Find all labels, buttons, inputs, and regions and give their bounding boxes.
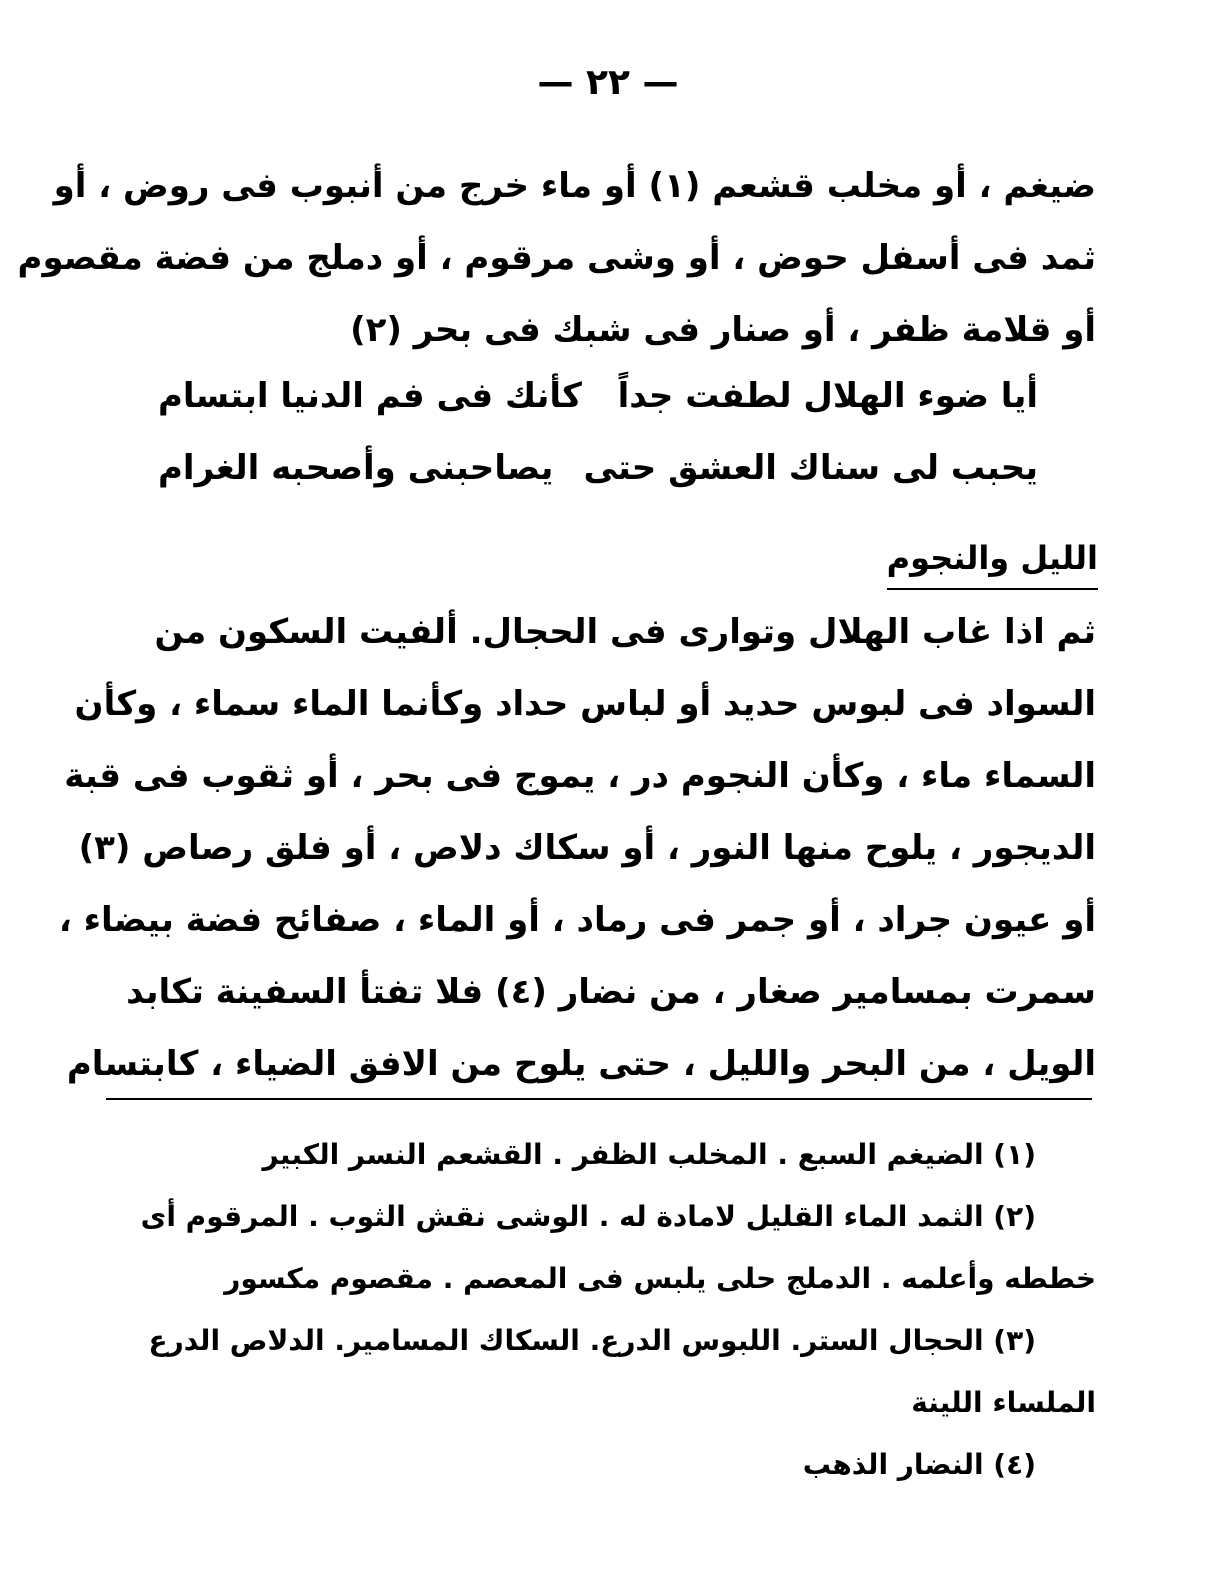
footnote-line: (٤) النضار الذهب <box>802 1448 1036 1481</box>
paragraph-2 <box>58 596 1096 1100</box>
poem-verses <box>158 360 1038 504</box>
footnote-line: الملساء اللينة <box>911 1386 1096 1419</box>
text-line: السواد فى لبوس حديد أو لباس حداد وكأنما الماء سماء ، وكأن <box>74 684 1096 724</box>
text-line: ثم اذا غاب الهلال وتوارى فى الحجال. ألفيت السكون من <box>154 612 1096 652</box>
footnote-line: (١) الضيغم السبع . المخلب الظفر . القشعم النسر الكبير <box>262 1138 1036 1171</box>
text-line: الديجور ، يلوح منها النور ، أو سكاك دلاص ، أو فلق رصاص (٣) <box>78 828 1096 868</box>
paragraph-1 <box>17 150 1096 366</box>
text-line: أو قلامة ظفر ، أو صنار فى شبك فى بحر (٢) <box>350 310 1096 350</box>
footnote-line: خططه وأعلمه . الدملج حلى يلبس فى المعصم . مقصوم مكسور <box>224 1262 1096 1295</box>
text-line: الويل ، من البحر والليل ، حتى يلوح من الافق الضياء ، كابتسام <box>66 1044 1096 1084</box>
text-line: سمرت بمسامير صغار ، من نضار (٤) فلا تفتأ السفينة تكابد <box>126 972 1096 1012</box>
footnote-line: (٣) الحجال الستر. اللبوس الدرع. السكاك المسامير. الدلاص الدرع <box>148 1324 1036 1357</box>
verse-hemistich-left: يصاحبنى وأصحبه الغرام <box>158 448 554 488</box>
section-title: الليل والنجوم <box>887 530 1098 590</box>
text-line: ثمد فى أسفل حوض ، أو وشى مرقوم ، أو دملج من فضة مقصوم <box>17 238 1096 278</box>
verse-hemistich-right: يحبب لى سناك العشق حتى <box>583 448 1038 488</box>
verse-hemistich-left: كأنك فى فم الدنيا ابتسام <box>158 376 582 416</box>
text-line: ضيغم ، أو مخلب قشعم (١) أو ماء خرج من أنبوب فى روض ، أو <box>53 166 1096 206</box>
page-number: — ٢٢ — <box>537 62 679 103</box>
text-line: أو عيون جراد ، أو جمر فى رماد ، أو الماء ، صفائح فضة بيضاء ، <box>58 900 1096 940</box>
footnotes <box>116 1124 1096 1496</box>
verse-hemistich-right: أيا ضوء الهلال لطفت جداً <box>617 376 1038 416</box>
text-line: السماء ماء ، وكأن النجوم در ، يموج فى بحر ، أو ثقوب فى قبة <box>64 756 1096 796</box>
footnote-separator <box>106 1098 1092 1100</box>
verse-line <box>158 360 1038 432</box>
footnote-line: (٢) الثمد الماء القليل لامادة له . الوشى نقش الثوب . المرقوم أى <box>140 1200 1036 1233</box>
verse-line <box>158 432 1038 504</box>
